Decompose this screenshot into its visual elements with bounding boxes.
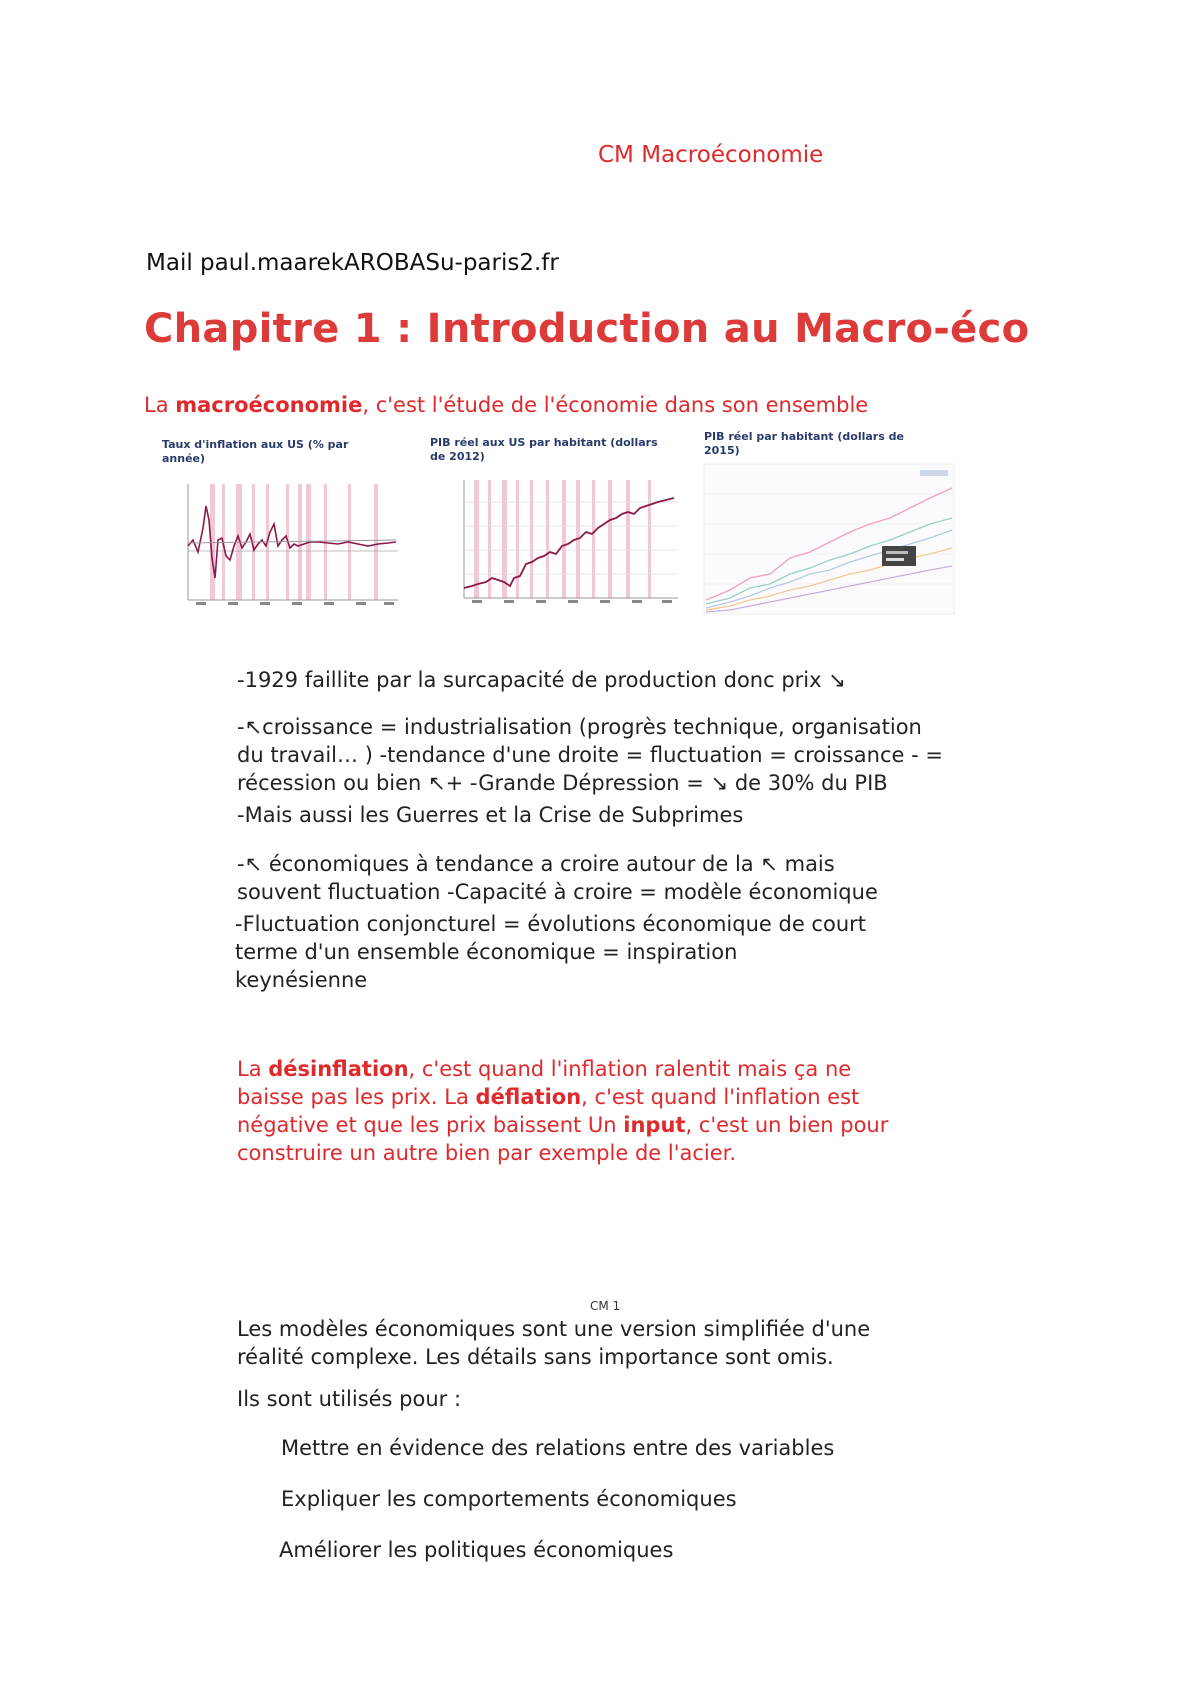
note-line: souvent fluctuation -Capacité à croire = modèle économique [237,880,878,904]
figure-gdp-world-title-1: PIB réel par habitant (dollars de [704,430,904,443]
note-line: -1929 faillite par la surcapacité de production donc prix ↘ [237,668,846,692]
models-line: réalité complexe. Les détails sans importance sont omis. [237,1345,834,1369]
def-text: , c'est quand l'inflation est [581,1085,860,1109]
note-line: keynésienne [235,968,368,992]
note-line: -↖ économiques à tendance a croire autour de la ↖ mais [237,852,835,876]
gdp-world-tooltip [882,546,916,566]
intro-prefix: La [144,393,176,417]
definition-line-3 [237,1111,937,1139]
note-line: terme d'un ensemble économique = inspiration [235,940,738,964]
note-guerres [237,801,977,829]
note-1929 [237,666,977,694]
figure-gdp-us-graphic [416,428,686,618]
definition-line-2 [237,1083,937,1111]
note-line: -Mais aussi les Guerres et la Crise de Subprimes [237,803,744,827]
intro-definition [144,393,868,417]
intro-term: macroéconomie [175,393,363,417]
note-line: -Fluctuation conjoncturel = évolutions économique de court [235,912,866,936]
note-line: -↖croissance = industrialisation (progrès technique, organisation [237,715,922,739]
def-text: , c'est quand l'inflation ralentit mais ça ne [408,1057,852,1081]
figure-gdp-world [700,428,960,618]
gdp-x-ticks [472,600,672,603]
def-text: , c'est un bien pour [685,1113,889,1137]
note-croissance [237,713,977,797]
intro-suffix: , c'est l'étude de l'économie dans son ensemble [362,393,869,417]
chapter-heading: Chapitre 1 : Introduction au Macro-éco [144,306,1030,352]
figure-gdp-us [416,428,686,618]
def-text: baisse pas les prix. La [237,1085,476,1109]
figure-gdp-us-title-1: PIB réel aux US par habitant (dollars [430,436,658,449]
def-term-deflation: déflation [475,1085,582,1109]
document-title: CM Macroéconomie [598,142,824,168]
def-text: La [237,1057,269,1081]
figure-gdp-world-title-2: 2015) [704,444,740,457]
list-item: Mettre en évidence des relations entre des variables [281,1436,835,1460]
note-line: du travail… ) -tendance d'une droite = fluctuation = croissance - = [237,743,943,767]
def-term-input: input [623,1113,686,1137]
list-item: Améliorer les politiques économiques [279,1538,674,1562]
page-footer-label: CM 1 [590,1299,621,1313]
figure-inflation-title-2: année) [162,452,206,465]
contact-mail: Mail paul.maarekAROBASu-paris2.fr [146,250,559,276]
figure-inflation-graphic [148,428,404,618]
models-uses-intro: Ils sont utilisés pour : [237,1387,462,1411]
figure-inflation-title-1: Taux d'inflation aux US (% par [162,438,349,451]
list-item: Expliquer les comportements économiques [281,1487,737,1511]
note-line: récession ou bien ↖+ -Grande Dépression = ↘ de 30% du PIB [237,771,888,795]
figure-gdp-us-title-2: de 2012) [430,450,485,463]
definition-line-4: construire un autre bien par exemple de l'acier. [237,1141,737,1165]
figure-inflation [148,428,404,618]
inflation-x-ticks [196,602,394,605]
definitions-block [237,1055,937,1167]
models-intro [237,1315,977,1371]
models-line: Les modèles économiques sont une version simplifiée d'une [237,1317,871,1341]
def-term-desinflation: désinflation [268,1057,409,1081]
note-tendance [237,850,977,906]
definition-line-1 [237,1055,937,1083]
def-text: négative et que les prix baissent Un [237,1113,624,1137]
figure-gdp-world-graphic [700,428,960,618]
note-fluctuation [235,910,975,994]
